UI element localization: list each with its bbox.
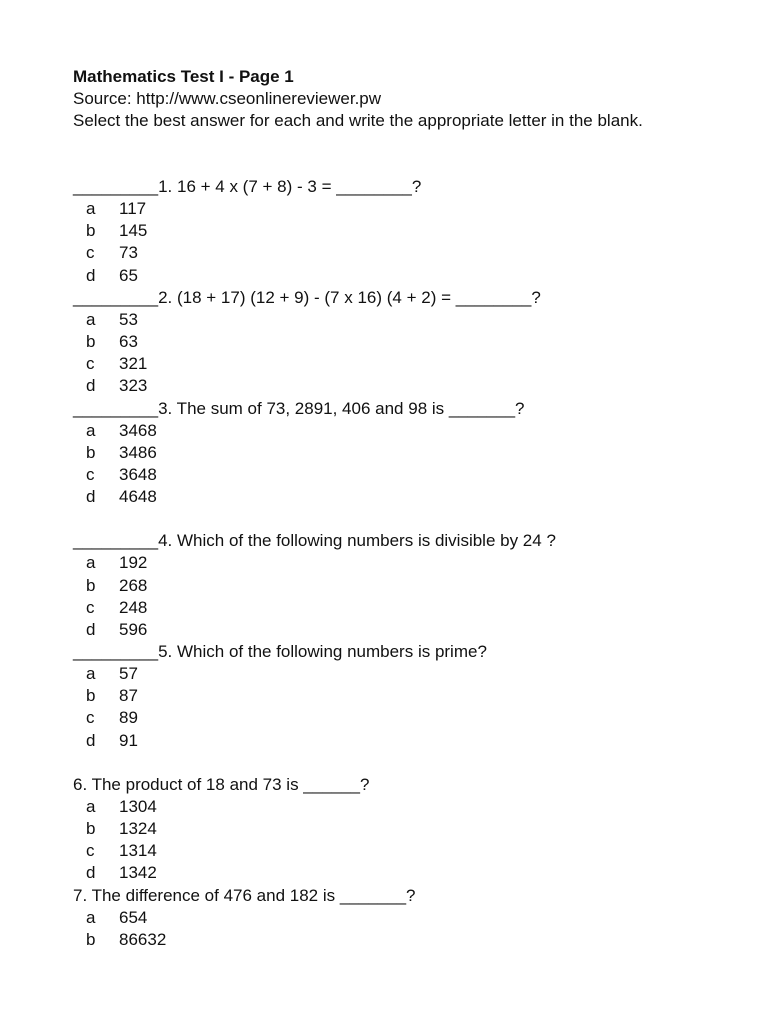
choice-item	[73, 840, 753, 862]
question-text: _________2. (18 + 17) (12 + 9) - (7 x 16) (4 + 2) = ________?	[73, 287, 541, 307]
choice-value: 654	[119, 907, 148, 927]
choice-letter: a	[86, 796, 96, 816]
choice-letter: a	[86, 309, 96, 329]
question-2	[73, 287, 753, 398]
source-line: Source: http://www.cseonlinereviewer.pw	[73, 89, 382, 108]
question-5	[73, 641, 753, 752]
choice-letter: b	[86, 442, 96, 462]
choice-list	[73, 420, 753, 509]
choice-letter: c	[86, 708, 95, 728]
test-page	[73, 66, 753, 951]
choice-value: 87	[119, 686, 138, 706]
choice-item	[73, 309, 753, 331]
choice-item	[73, 198, 753, 220]
choice-value: 3486	[119, 442, 157, 462]
choice-value: 63	[119, 332, 138, 352]
choice-item	[73, 420, 753, 442]
choice-letter: d	[86, 265, 96, 285]
choice-letter: d	[86, 863, 96, 883]
question-4	[73, 530, 753, 641]
choice-list	[73, 198, 753, 287]
choice-letter: c	[86, 464, 95, 484]
choice-value: 57	[119, 664, 138, 684]
choice-item	[73, 796, 753, 818]
choice-item	[73, 597, 753, 619]
choice-list	[73, 907, 753, 951]
choice-value: 86632	[119, 929, 167, 949]
question-text: _________1. 16 + 4 x (7 + 8) - 3 = ________?	[73, 177, 422, 196]
question-3	[73, 398, 753, 509]
choice-value: 268	[119, 575, 148, 595]
choice-list	[73, 663, 753, 752]
choice-value: 1314	[119, 841, 157, 861]
choice-letter: c	[86, 841, 95, 861]
choice-letter: d	[86, 376, 96, 396]
choice-item	[73, 619, 753, 641]
choice-value: 73	[119, 243, 138, 263]
choice-value: 1324	[119, 819, 157, 839]
choice-item	[73, 265, 753, 287]
choice-value: 1342	[119, 863, 157, 883]
question-text: 7. The difference of 476 and 182 is _______?	[73, 885, 416, 905]
choice-letter: a	[86, 199, 96, 219]
choice-letter: b	[86, 686, 96, 706]
instructions: Select the best answer for each and write the appropriate letter in the blank.	[73, 111, 643, 130]
question-text: 6. The product of 18 and 73 is ______?	[73, 774, 370, 794]
choice-value: 321	[119, 354, 148, 374]
choice-value: 596	[119, 619, 148, 639]
choice-letter: a	[86, 907, 96, 927]
choice-item	[73, 486, 753, 508]
choice-item	[73, 929, 753, 951]
choice-letter: c	[86, 597, 95, 617]
choice-letter: a	[86, 553, 96, 573]
choice-value: 65	[119, 265, 138, 285]
choice-letter: a	[86, 420, 96, 440]
choice-item	[73, 331, 753, 353]
choice-item	[73, 907, 753, 929]
choice-item	[73, 220, 753, 242]
choice-letter: d	[86, 619, 96, 639]
question-6	[73, 774, 753, 885]
choice-value: 53	[119, 309, 138, 329]
choice-item	[73, 862, 753, 884]
choice-value: 323	[119, 376, 148, 396]
choice-letter: c	[86, 243, 95, 263]
choice-value: 4648	[119, 487, 157, 507]
question-text: _________5. Which of the following numbers is prime?	[73, 642, 487, 661]
choice-letter: d	[86, 487, 96, 507]
question-1	[73, 176, 753, 287]
choice-value: 117	[119, 199, 147, 219]
choice-letter: b	[86, 332, 96, 352]
question-text: _________4. Which of the following numbers is divisible by 24 ?	[73, 531, 556, 551]
choice-letter: a	[86, 664, 96, 684]
choice-letter: c	[86, 354, 95, 374]
choice-item	[73, 375, 753, 397]
choice-value: 248	[119, 597, 148, 617]
choice-value: 91	[119, 730, 138, 750]
choice-item	[73, 685, 753, 707]
choice-value: 1304	[119, 796, 157, 816]
choice-item	[73, 574, 753, 596]
choice-item	[73, 442, 753, 464]
choice-value: 3468	[119, 420, 157, 440]
choice-value: 145	[119, 221, 148, 241]
choice-letter: b	[86, 819, 96, 839]
choice-list	[73, 309, 753, 398]
question-text: _________3. The sum of 73, 2891, 406 and 98 is _______?	[73, 398, 525, 418]
page-title: Mathematics Test I - Page 1	[73, 67, 294, 86]
choice-item	[73, 242, 753, 264]
choice-item	[73, 552, 753, 574]
choice-letter: b	[86, 575, 96, 595]
choice-list	[73, 796, 753, 885]
choice-letter: b	[86, 221, 96, 241]
choice-item	[73, 464, 753, 486]
choice-item	[73, 730, 753, 752]
choice-item	[73, 663, 753, 685]
choice-value: 89	[119, 708, 138, 728]
choice-item	[73, 353, 753, 375]
choice-item	[73, 818, 753, 840]
choice-value: 192	[119, 553, 148, 573]
choice-letter: b	[86, 929, 96, 949]
choice-value: 3648	[119, 464, 157, 484]
choice-item	[73, 707, 753, 729]
question-7	[73, 885, 753, 951]
choice-list	[73, 552, 753, 641]
choice-letter: d	[86, 730, 96, 750]
